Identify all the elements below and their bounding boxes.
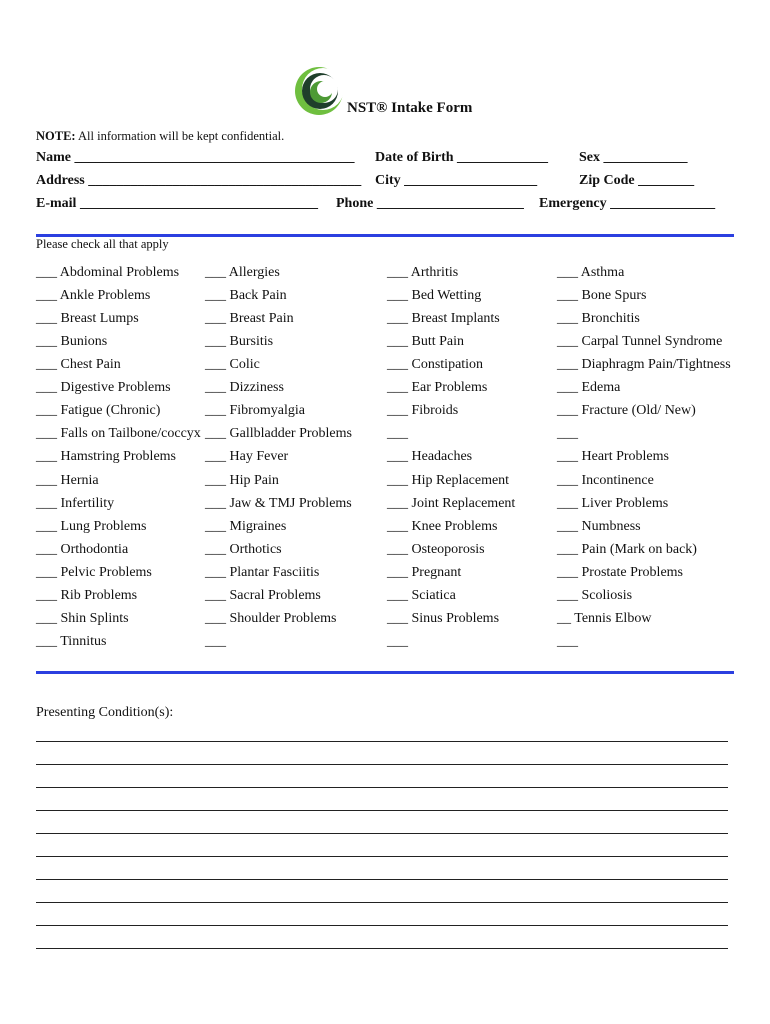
- condition-checkbox-item[interactable]: ___ Scoliosis: [557, 587, 633, 603]
- dob-field[interactable]: Date of Birth _____________: [375, 150, 549, 165]
- instruction-text: Please check all that apply: [36, 237, 169, 251]
- condition-checkbox-item[interactable]: ___ Sinus Problems: [387, 610, 500, 626]
- condition-checkbox-item[interactable]: ___ Edema: [557, 380, 621, 396]
- condition-checkbox-item[interactable]: ___ Joint Replacement: [387, 495, 516, 511]
- email-field[interactable]: E-mail __________________________________: [36, 196, 318, 211]
- condition-checkbox-item[interactable]: ___ Pelvic Problems: [36, 564, 152, 580]
- condition-checkbox-item[interactable]: ___ Numbness: [557, 518, 641, 534]
- condition-checkbox-item[interactable]: ___: [557, 633, 578, 649]
- condition-checkbox-item[interactable]: ___ Allergies: [205, 265, 280, 280]
- condition-checkbox-item[interactable]: ___ Migraines: [205, 518, 287, 534]
- condition-checkbox-item[interactable]: ___ Bed Wetting: [387, 288, 482, 304]
- nst-logo-icon: [292, 62, 350, 118]
- condition-checkbox-item[interactable]: ___ Hernia: [36, 472, 99, 488]
- condition-checkbox-item[interactable]: ___ Ankle Problems: [36, 288, 151, 304]
- condition-checkbox-item[interactable]: ___ Bone Spurs: [557, 288, 647, 304]
- condition-checkbox-item[interactable]: ___ Carpal Tunnel Syndrome: [557, 334, 723, 350]
- condition-checkbox-item[interactable]: ___ Shoulder Problems: [205, 610, 337, 626]
- write-in-line[interactable]: [36, 925, 728, 926]
- condition-checkbox-item[interactable]: ___: [205, 633, 226, 649]
- condition-checkbox-item[interactable]: __ Tennis Elbow: [557, 610, 652, 626]
- form-title: NST® Intake Form: [347, 100, 473, 116]
- condition-checkbox-item[interactable]: ___ Back Pain: [205, 288, 287, 304]
- condition-checkbox-item[interactable]: ___ Asthma: [557, 265, 625, 280]
- write-in-line[interactable]: [36, 856, 728, 857]
- condition-checkbox-item[interactable]: ___ Abdominal Problems: [36, 265, 180, 280]
- condition-checkbox-item[interactable]: ___: [557, 426, 578, 442]
- condition-checkbox-item[interactable]: ___ Sacral Problems: [205, 587, 321, 603]
- condition-checkbox-item[interactable]: ___ Plantar Fasciitis: [205, 564, 320, 580]
- condition-checkbox-item[interactable]: ___ Shin Splints: [36, 610, 129, 626]
- write-in-line[interactable]: [36, 810, 728, 811]
- condition-checkbox-item[interactable]: ___ Breast Implants: [387, 311, 500, 327]
- condition-checkbox-item[interactable]: ___ Bursitis: [205, 334, 274, 350]
- condition-checkbox-item[interactable]: ___ Fracture (Old/ New): [557, 403, 696, 419]
- presenting-conditions-label: Presenting Condition(s):: [36, 705, 174, 720]
- emergency-field[interactable]: Emergency _______________: [539, 196, 716, 211]
- condition-checkbox-item[interactable]: ___ Digestive Problems: [36, 380, 171, 396]
- write-in-line[interactable]: [36, 741, 728, 742]
- condition-checkbox-item[interactable]: ___ Colic: [205, 357, 260, 373]
- condition-checkbox-item[interactable]: ___ Hip Replacement: [387, 472, 510, 488]
- write-in-line[interactable]: [36, 833, 728, 834]
- condition-checkbox-item[interactable]: ___ Pain (Mark on back): [557, 541, 697, 557]
- condition-checkbox-item[interactable]: ___ Headaches: [387, 449, 473, 465]
- condition-checkbox-item[interactable]: ___ Hip Pain: [205, 472, 279, 488]
- condition-checkbox-item[interactable]: ___ Bronchitis: [557, 311, 640, 327]
- condition-checkbox-item[interactable]: ___ Rib Problems: [36, 587, 138, 603]
- name-field[interactable]: Name ________________________________________: [36, 150, 355, 165]
- condition-checkbox-item[interactable]: ___ Diaphragm Pain/Tightness: [557, 357, 731, 373]
- write-in-line[interactable]: [36, 902, 728, 903]
- condition-checkbox-item[interactable]: ___ Osteoporosis: [387, 541, 485, 557]
- condition-checkbox-item[interactable]: ___ Chest Pain: [36, 357, 121, 373]
- condition-checkbox-item[interactable]: ___ Constipation: [387, 357, 484, 373]
- condition-checkbox-item[interactable]: ___ Prostate Problems: [557, 564, 683, 580]
- condition-checkbox-item[interactable]: ___ Butt Pain: [387, 334, 465, 350]
- write-in-line[interactable]: [36, 764, 728, 765]
- condition-checkbox-item[interactable]: ___ Ear Problems: [387, 380, 488, 396]
- condition-checkbox-item[interactable]: ___ Pregnant: [387, 564, 462, 580]
- address-field[interactable]: Address _______________________________________: [36, 173, 362, 188]
- note-label: NOTE:: [36, 129, 76, 143]
- condition-checkbox-item[interactable]: ___ Tinnitus: [36, 633, 107, 649]
- condition-checkbox-item[interactable]: ___ Bunions: [36, 334, 108, 350]
- condition-checkbox-item[interactable]: ___ Heart Problems: [557, 449, 669, 465]
- condition-checkbox-item[interactable]: ___ Incontinence: [557, 472, 654, 488]
- condition-checkbox-item[interactable]: ___ Knee Problems: [387, 518, 498, 534]
- sex-field[interactable]: Sex ____________: [579, 150, 688, 165]
- confidentiality-note: [36, 129, 284, 144]
- phone-field[interactable]: Phone _____________________: [336, 196, 524, 211]
- condition-checkbox-item[interactable]: ___ Liver Problems: [557, 495, 669, 511]
- condition-checkbox-item[interactable]: ___ Breast Pain: [205, 311, 294, 327]
- condition-checkbox-item[interactable]: ___ Jaw & TMJ Problems: [205, 495, 352, 511]
- condition-checkbox-item[interactable]: ___ Fatigue (Chronic): [36, 403, 161, 419]
- divider-bottom: [36, 671, 734, 674]
- write-in-line[interactable]: [36, 879, 728, 880]
- write-in-line[interactable]: [36, 948, 728, 949]
- zip-field[interactable]: Zip Code ________: [579, 173, 695, 188]
- condition-checkbox-item[interactable]: ___ Orthodontia: [36, 541, 129, 557]
- condition-checkbox-item[interactable]: ___ Hamstring Problems: [36, 449, 176, 465]
- condition-checkbox-item[interactable]: ___ Infertility: [36, 495, 115, 511]
- condition-checkbox-item[interactable]: ___ Falls on Tailbone/coccyx: [36, 426, 201, 442]
- city-field[interactable]: City ___________________: [375, 173, 538, 188]
- condition-checkbox-item[interactable]: ___: [387, 426, 408, 442]
- condition-checkbox-item[interactable]: ___ Arthritis: [387, 265, 459, 280]
- condition-checkbox-item[interactable]: ___ Fibroids: [387, 403, 459, 419]
- condition-checkbox-item[interactable]: ___: [387, 633, 408, 649]
- condition-checkbox-item[interactable]: ___ Orthotics: [205, 541, 282, 557]
- condition-checkbox-item[interactable]: ___ Breast Lumps: [36, 311, 139, 327]
- condition-checkbox-item[interactable]: ___ Fibromyalgia: [205, 403, 305, 419]
- write-in-line[interactable]: [36, 787, 728, 788]
- note-text: All information will be kept confidential.: [75, 129, 285, 143]
- condition-checkbox-item[interactable]: ___ Sciatica: [387, 587, 456, 603]
- condition-checkbox-item[interactable]: ___ Gallbladder Problems: [205, 426, 352, 442]
- condition-checkbox-item[interactable]: ___ Hay Fever: [205, 449, 289, 465]
- condition-checkbox-item[interactable]: ___ Dizziness: [205, 380, 284, 396]
- condition-checkbox-item[interactable]: ___ Lung Problems: [36, 518, 147, 534]
